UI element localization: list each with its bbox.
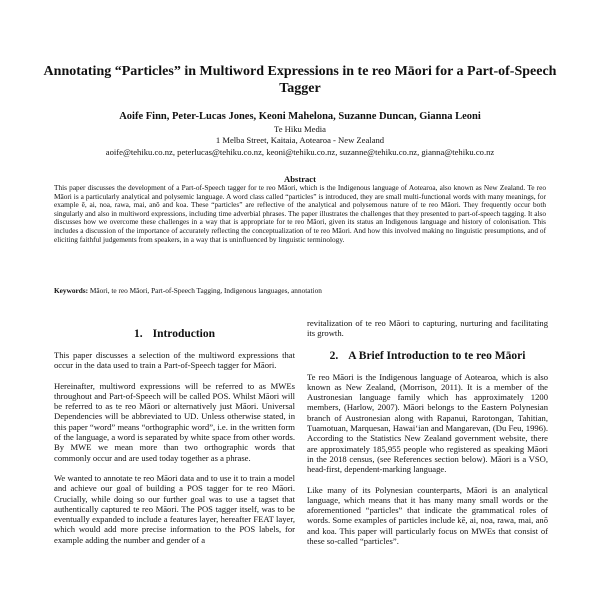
- section-1-title: Introduction: [152, 328, 216, 340]
- section-2-heading: [307, 349, 548, 363]
- section-2-title: A Brief Introduction to te reo Māori: [348, 349, 526, 362]
- section-2-paragraph: Te reo Māori is the Indigenous language of Aotearoa, which is also known as New Zealand, (Morrison, 2011). It is a member of the Austronesian language family which has approximately 1200 members, (Harlow, 2007). Māori belongs to the Eastern Polynesian branch of Austronesian along with Rapanui, Rarotongan, Tahitian, Tuamotuan, Marquesan, Hawaiʻian and Mangarevan, (Du Feu, 1996). According to the Statistics New Zealand government website, there are approximately 185,955 people who registered as speaking Māori in the 2018 census, (see References section below). Māori is a VSO, head-first, dependent-marking language.: [307, 371, 548, 475]
- section-2-paragraph: Like many of its Polynesian counterparts, Māori is an analytical language, which means that it has many many small words or the aforementioned “particles” that indicate the grammatical roles of words. Some examples of particles include kē, ai, noa, rawa, mai, anō and koa. This paper will particularly focus on MWEs that consist of these so-called “particles”.: [307, 484, 548, 547]
- abstract-heading: Abstract: [284, 174, 316, 184]
- continuation-paragraph: revitalization of te reo Māori to capturing, nurturing and facilitating its growth.: [307, 318, 548, 339]
- section-1-paragraph: This paper discusses a selection of the multiword expressions that occur in the data used to train a Part-of-Speech tagger for Māori.: [54, 350, 295, 371]
- keywords-text: Māori, te reo Māori, Part-of-Speech Tagging, Indigenous languages, annotation: [89, 286, 322, 295]
- keywords-line: [54, 286, 546, 295]
- section-1-heading: [54, 327, 295, 341]
- section-2-number: 2.: [329, 349, 339, 362]
- author-list: Aoife Finn, Peter-Lucas Jones, Keoni Mahelona, Suzanne Duncan, Gianna Leoni: [119, 111, 481, 122]
- paper-title: Annotating “Particles” in Multiword Expressions in te reo Māori for a Part-of-Speech Tagger: [43, 64, 557, 96]
- keywords-label: Keywords:: [54, 286, 89, 295]
- left-column: [54, 327, 295, 545]
- affiliation-emails: aoife@tehiku.co.nz, peterlucas@tehiku.co.nz, keoni@tehiku.co.nz, suzanne@tehiku.co.nz, gianna@tehiku.co.nz: [105, 147, 495, 157]
- abstract-text: This paper discusses the development of a Part-of-Speech tagger for te reo Māori, which is the Indigenous language of Aotearoa, also known as New Zealand. Te reo Māori is a particularly analytical and polysemic language. A word class called “particles” is introduced, they are small multi-functional words with many meanings, for example ē, ai, noa, rawa, mai, anō and koa. These “particles” are reflective of the analytical and polysemous nature of te reo Māori. They frequently occur both singularly and also in multiword expressions, including time adverbial phrases. The paper illustrates the challenges that they presented to part-of-speech tagging. It also discusses how we overcome these challenges in a way that is appropriate for te reo Māori, given its status an Indigenous language and history of colonisation. This includes a discussion of the importance of accurately reflecting the conceptualization of te reo Māori. And how this involved making no linguistic presumptions, and of eliciting faithful judgements from speakers, in a way that is uninfluenced by linguistic terminology.: [54, 183, 546, 244]
- right-column: [307, 318, 548, 546]
- affiliation-address: 1 Melba Street, Kaitaia, Aotearoa - New Zealand: [215, 135, 385, 145]
- affiliation-org: Te Hiku Media: [274, 124, 326, 134]
- section-1-paragraph: We wanted to annotate te reo Māori data and to use it to train a model and achieve our goal of building a POS tagger for te reo Māori. Crucially, while doing so our further goal was to use a tagset that authentically captured te reo Māori. The POS tagger itself, was to be eventually expanded to include a features layer, hereafter FEAT layer, which would add more precise information to the POS labels, for example adding the number and gender of a: [54, 472, 295, 545]
- section-1-paragraph: Hereinafter, multiword expressions will be referred to as MWEs throughout and Part-of-Speech will be called POS. Whilst Māori will be referred to as te reo Māori or alternatively just Māori. Universal Dependencies will be abbreviated to UD. Unless otherwise stated, in this paper “word” means “orthographic word”, i.e. in the written form of the language, a word is separated by white space from other words. By MWE we mean more than two orthographic words that commonly occur and are used today together as a phrase.: [54, 380, 295, 463]
- section-1-number: 1.: [133, 328, 143, 340]
